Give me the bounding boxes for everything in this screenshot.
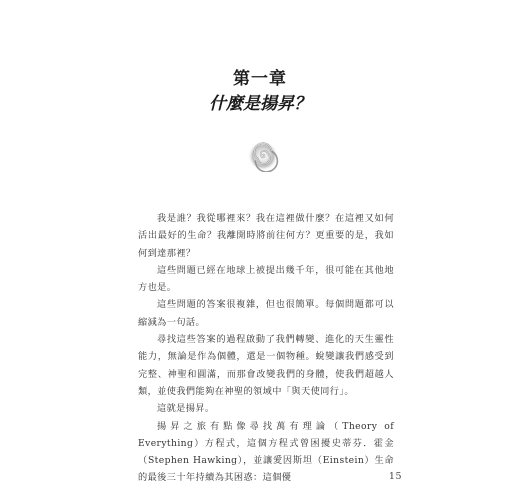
spiral-galaxy-icon [247, 140, 279, 172]
paragraph: 尋找這些答案的過程啟動了我們轉變、進化的天生靈性能力，無論是作為個體，還是一個物種。蛻變讓我們感受到完整、神聖和圓滿，而那會改變我們的身體，使我們超越人類，並使我們能夠在神聖的領域中「與天使同行」。 [138, 334, 394, 397]
chapter-body [138, 210, 394, 487]
page-number: 15 [388, 471, 402, 482]
paragraph: 這就是揚昇。 [157, 403, 215, 415]
paragraph: 我是誰？我從哪裡來？我在這裡做什麼？在這裡又如何活出最好的生命？我離開時將前往何方？更重要的是，我如何到達那裡？ [138, 213, 394, 259]
chapter-number: 第一章 [233, 69, 287, 89]
chapter-heading [0, 68, 520, 116]
paragraph: 揚昇之旅有點像尋找萬有理論（Theory of Everything）方程式，這個方程式曾困擾史蒂芬．霍金（Stephen Hawking），並讓愛因斯坦（Einstein）生命的最後三十年持續為其困惑：這個優 [138, 420, 394, 484]
chapter-title: 什麼是揚昇？ [209, 94, 311, 114]
paragraph: 這些問題已經在地球上被提出幾千年，很可能在其他地方也是。 [138, 264, 394, 294]
paragraph: 這些問題的答案很複雜，但也很簡單。每個問題都可以縮減為一句話。 [138, 299, 394, 328]
